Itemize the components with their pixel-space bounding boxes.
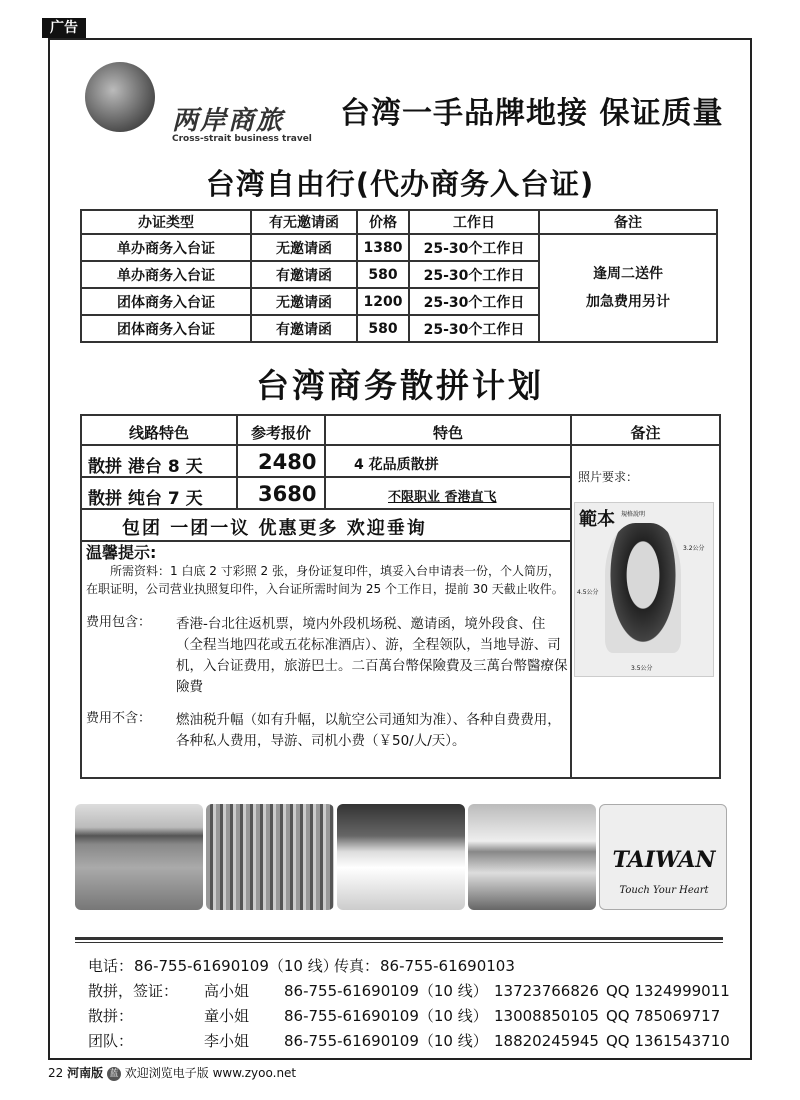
col-header: 备注 [630,424,661,442]
contact-label: 散拼，签证： [88,982,179,1000]
gate-photo [337,804,465,910]
contact-mobile: 13008850105 [494,1007,599,1025]
route-1: 散拼 港台 8 天 [88,457,203,477]
divider [82,540,572,542]
price-2: 3680 [258,482,317,506]
divider [75,942,723,943]
sample-photo [574,502,714,677]
fax-value: 86-755-61690103 [380,957,515,975]
contact-qq: QQ 785069717 [606,1007,721,1025]
cell: 25-30个工作日 [409,315,539,342]
cell: 25-30个工作日 [409,234,539,261]
cell: 无邀请函 [251,288,357,315]
logo-text: 两岸商旅 [172,106,285,136]
footer-text: 欢迎浏览电子版 www.zyoo.net [124,1066,297,1080]
ad-tag: 广告 [42,18,86,38]
col-header: 线路特色 [128,424,189,442]
col-header: 价格 [357,210,409,234]
col-header: 有无邀请函 [251,210,357,234]
materials-text: 所需资料：1 白底 2 寸彩照 2 张，身份证复印件，填妥入台申请表一份，个人简历，在职证明，公司营业执照复印件，入台证所需时间为 25 个工作日，提前 30 天截止收件。 [86,564,564,596]
section-title-tour: 台湾商务散拼计划 [256,366,544,405]
cell: 25-30个工作日 [409,261,539,288]
page-number: 22 [48,1066,64,1080]
col-header: 备注 [539,210,717,234]
contact-tel: 86-755-61690109（10 线） [284,1032,488,1050]
page-footer [48,1064,296,1081]
cell: 25-30个工作日 [409,288,539,315]
photo-width: 3.5公分 [631,665,653,672]
col-header: 办证类型 [81,210,251,234]
include-label: 费用包含： [86,615,152,630]
city-photo [206,804,334,910]
include-text: 香港-台北往返机票，境内外段机场税、邀请函，境外段食、住（全程当地四花或五花标准酒店）、游，全程领队，当地导游、司机，入台证费用，旅游巴士。二百萬台幣保險費及三萬台幣醫療保險費 [176,616,568,695]
tour-table [80,414,721,779]
edition-label: 河南版 [67,1066,104,1080]
fax-label: 传真： [334,957,380,975]
cell: 无邀请函 [251,234,357,261]
cell: 580 [357,261,409,288]
logo-subtitle: Cross-strait business travel [172,134,312,144]
table-header-row [81,210,717,234]
table-row [81,234,717,261]
contact-qq: QQ 1324999011 [606,982,730,1000]
photo-head: 3.2公分 [683,545,705,552]
visa-table [80,209,718,343]
exclude-label: 费用不含： [86,711,152,726]
col-header: 工作日 [409,210,539,234]
cell: 1380 [357,234,409,261]
note-cell [539,234,717,342]
edition-badge-icon: 蓝 [107,1067,121,1081]
phone-label: 电话： [88,957,134,975]
taiwan-logo-panel [599,804,727,910]
contact-tel: 86-755-61690109（10 线） [284,1007,488,1025]
photo-spec-label: 規格說明 [621,511,646,518]
divider [570,416,572,777]
contact-label: 散拼： [88,1007,134,1025]
cell: 580 [357,315,409,342]
col-header: 参考报价 [250,424,311,442]
cell: 有邀请函 [251,261,357,288]
feature-1: 4 花品质散拼 [354,457,439,473]
cell: 有邀请函 [251,315,357,342]
contact-name: 高小姐 [204,982,250,1000]
taiwan-slogan: Touch Your Heart [619,885,709,896]
contact-mobile: 13723766826 [494,982,599,1000]
feature-2: 不限职业 香港直飞 [388,490,497,505]
cell: 团体商务入台证 [81,288,251,315]
contact-mobile: 18820245945 [494,1032,599,1050]
contact-name: 童小姐 [204,1007,250,1025]
section-title-visa: 台湾自由行(代办商务入台证) [205,167,595,201]
note-line: 逢周二送件 [593,266,663,282]
mountain-photo [468,804,596,910]
cell: 单办商务入台证 [81,261,251,288]
photo-requirement: 照片要求： [578,470,639,484]
exclude-text: 燃油税升幅（如有升幅，以航空公司通知为准）、各种自费费用，各种私人费用，导游、司机小费（￥50/人/天）。 [176,712,561,749]
lake-photo [75,804,203,910]
cell: 团体商务入台证 [81,315,251,342]
contact-label: 团队： [88,1032,134,1050]
headline: 台湾一手品牌地接 保证质量 [340,96,724,131]
phone-value: 86-755-61690109（10 线） [134,957,338,975]
promo-line: 包团 一团一议 优惠更多 欢迎垂询 [122,518,427,539]
route-2: 散拼 纯台 7 天 [88,489,203,509]
tips-block [86,544,568,752]
contact-name: 李小姐 [204,1032,250,1050]
tips-heading: 温馨提示: [86,543,157,562]
contact-tel: 86-755-61690109（10 线） [284,982,488,1000]
photo-height: 4.5公分 [577,589,599,596]
cell: 单办商务入台证 [81,234,251,261]
note-line: 加急费用另计 [586,294,670,310]
cell: 1200 [357,288,409,315]
col-header: 特色 [432,424,463,442]
company-logo-icon [85,62,155,132]
taiwan-logo: TAIWAN [612,847,716,873]
contact-qq: QQ 1361543710 [606,1032,730,1050]
divider [82,444,719,446]
price-1: 2480 [258,450,317,474]
portrait-icon [605,523,681,653]
divider [75,937,723,940]
photo-sample-label: 範本 [579,509,615,530]
